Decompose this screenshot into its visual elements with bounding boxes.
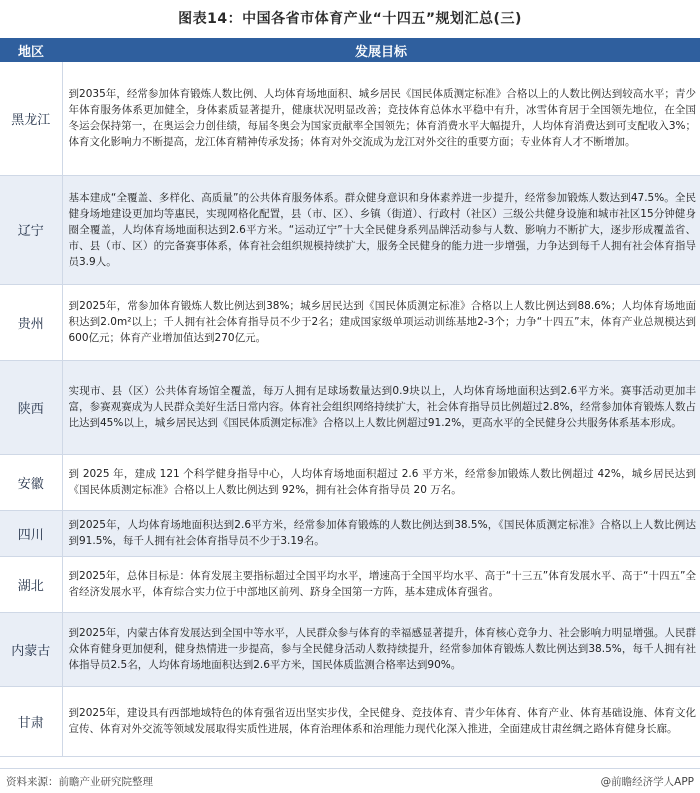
planning-table: [0, 38, 700, 757]
goal-cell: 到2025年，建设具有西部地域特色的体育强省迈出坚实步伐，全民健身、竞技体育、青少年体育、体育产业、体育基础设施、体育文化宣传、体育对外交流等领域发展取得实质性进展，体育治理体系和治理能力现代化深入推进，全面建成甘肃丝绸之路体育健身长廊。: [62, 686, 700, 756]
region-cell: 甘肃: [0, 686, 62, 756]
goal-cell: 到2035年，经常参加体育锻炼人数比例、人均体育场地面积、城乡居民《国民体质测定标准》合格以上的人数比例达到较高水平；青少年体育服务体系更加健全，身体素质显著提升，健康状况明显改善；竞技体育总体水平稳中有升，冰雪体育居于全国领先地位，在全国冬运会保持第一，在奥运会力创佳绩，每届冬奥会为国家贡献率全国领先；体育消费水平大幅提升，人均体育消费达到可支配收入3%；体育文化影响力不断提高，龙江体育精神传承发扬；体育对外交流成为龙江对外交往的重要方面；专业体育人才不断增加。: [62, 62, 700, 175]
table-row: [0, 556, 700, 612]
figure-title: 图表14：中国各省市体育产业“十四五”规划汇总(三): [178, 11, 522, 27]
footer: [0, 768, 700, 793]
region-cell: 贵州: [0, 284, 62, 360]
region-cell: 黑龙江: [0, 62, 62, 175]
region-cell: 安徽: [0, 454, 62, 510]
goal-cell: 到2025年，人均体育场地面积达到2.6平方米，经常参加体育锻炼的人数比例达到38.5%，《国民体质测定标准》合格以上人数比例达到91.5%，每千人拥有社会体育指导员不少于3.19名。: [62, 510, 700, 556]
table-row: [0, 175, 700, 284]
table-row: [0, 62, 700, 175]
table-row: [0, 360, 700, 454]
region-cell: 四川: [0, 510, 62, 556]
goal-cell: 到 2025 年，建成 121 个科学健身指导中心，人均体育场地面积超过 2.6 平方米，经常参加锻炼人数比例超过 42%，城乡居民达到《国民体质测定标准》合格以上人数比例达到 92%，拥有社会体育指导员 20 万名。: [62, 454, 700, 510]
table-row: [0, 612, 700, 686]
table-row: [0, 686, 700, 756]
goal-cell: 到2025年，内蒙古体育发展达到全国中等水平，人民群众参与体育的幸福感显著提升，体育核心竞争力、社会影响力明显增强。人民群众体育健身更加便利，健身热情进一步提高，参与全民健身活动人数持续提升，经常参加体育锻炼人数比例达到38.5%，每千人拥有社体指导员2.5名，人均体育场地面积达到2.6平方米，国民体质监测合格率达到90%。: [62, 612, 700, 686]
region-cell: 内蒙古: [0, 612, 62, 686]
table-header-row: [0, 38, 700, 62]
region-cell: 湖北: [0, 556, 62, 612]
region-cell: 辽宁: [0, 175, 62, 284]
goal-cell: 到2025年，总体目标是：体育发展主要指标超过全国平均水平，增速高于全国平均水平、高于“十三五”体育发展水平、高于“十四五”全省经济发展水平，体育综合实力位于中部地区前列、跻身全国第一方阵，基本建成体育强省。: [62, 556, 700, 612]
source-note: 资料来源：前瞻产业研究院整理: [6, 776, 153, 788]
table-row: [0, 454, 700, 510]
goal-cell: 到2025年，常参加体育锻炼人数比例达到38%；城乡居民达到《国民体质测定标准》合格以上人数比例达到88.6%；人均体育场地面积达到2.0m²以上；千人拥有社会体育指导员不少于2名；建成国家级单项运动训练基地2-3个；力争“十四五”末，体育产业总规模达到600亿元；体育产业增加值达到270亿元。: [62, 284, 700, 360]
table-row: [0, 510, 700, 556]
header-region: 地区: [0, 38, 62, 62]
region-cell: 陕西: [0, 360, 62, 454]
goal-cell: 实现市、县（区）公共体育场馆全覆盖，每万人拥有足球场数量达到0.9块以上，人均体育场地面积达到2.6平方米。赛事活动更加丰富，参赛观赛成为人民群众美好生活日常内容。体育社会组织网络持续扩大，社会体育指导员比例超过2.8%，经常参加体育锻炼人数占比达到45%以上，城乡居民达到《国民体质测定标准》合格以上人数比例超过91.2%，更高水平的全民健身公共服务体系基本形成。: [62, 360, 700, 454]
table-row: [0, 284, 700, 360]
goal-cell: 基本建成“全覆盖、多样化、高质量”的公共体育服务体系。群众健身意识和身体素养进一步提升，经常参加锻炼人数达到47.5%。全民健身场地建设更加均等惠民，实现网格化配置，县（市、区）、乡镇（街道）、行政村（社区）三级公共健身设施和城市社区15分钟健身圈全覆盖，人均体育场地面积达到2.6平方米。“运动辽宁”十大全民健身系列品牌活动参与人数、影响力不断扩大，逐步形成覆盖省、市、县（市、区）的完备赛事体系，体育社会组织规模持续扩大，服务全民健身的能力进一步增强，力争达到每千人拥有社会体育指导员3.9人。: [62, 175, 700, 284]
header-goal: 发展目标: [62, 38, 700, 62]
brand-watermark: @前瞻经济学人APP: [600, 776, 694, 788]
